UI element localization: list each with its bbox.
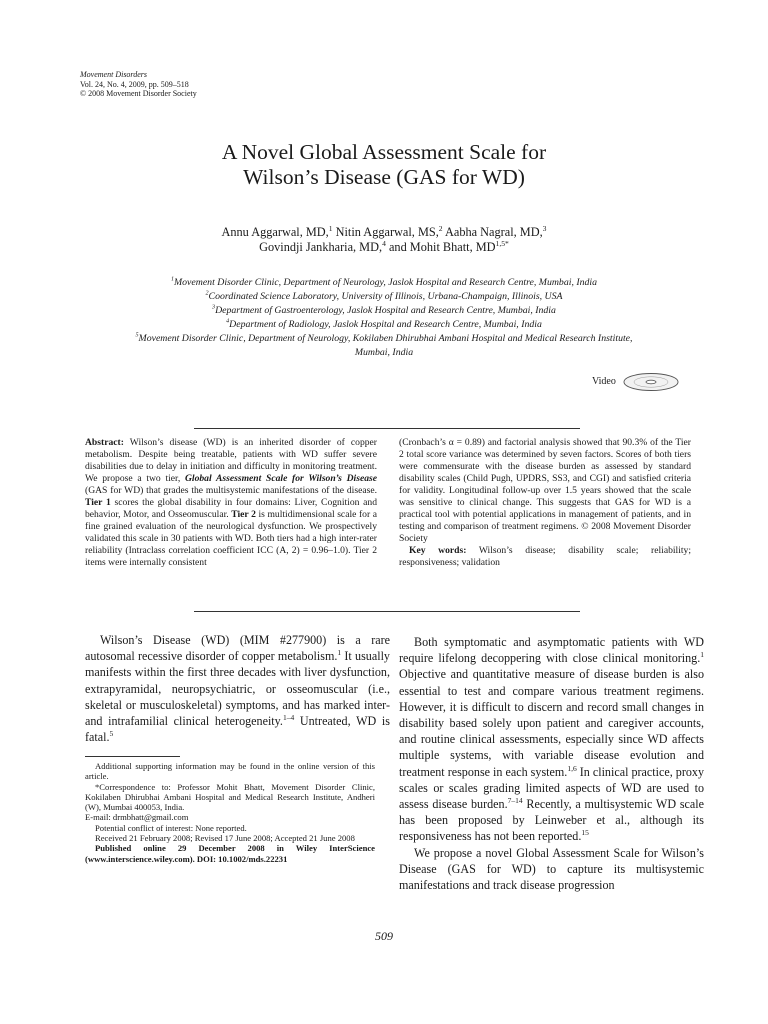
page-number: 509 bbox=[375, 929, 393, 943]
abstract-text: (GAS for WD) that grades the multisystemic manifestations of the disease. bbox=[85, 485, 377, 496]
abstract-label: Abstract: bbox=[85, 437, 124, 448]
affiliation-num: 2 bbox=[205, 290, 209, 297]
author-name: and Mohit Bhatt, MD bbox=[385, 240, 496, 254]
author-name: Aabha Nagral, MD, bbox=[442, 225, 543, 239]
footnote-published[interactable]: Published online 29 December 2008 in Wiley InterScience (www.interscience.wiley.com). DOI: 10.1002/mds.22231 bbox=[85, 843, 375, 864]
body-paragraph bbox=[399, 634, 704, 845]
body-text: It usually manifests within the first three decades with liver dysfunction, extrapyramidal, neuropsychiatric, or osseomuscular (i.e., skeletal or musculoskeletal) symptoms, and has marked inter- and intrafamilial clinical heterogeneity. bbox=[85, 649, 390, 729]
affiliation-item bbox=[0, 304, 768, 318]
video-label[interactable]: Video bbox=[592, 376, 616, 387]
title-line-2: Wilson’s Disease (GAS for WD) bbox=[243, 165, 525, 189]
affiliation-text: Department of Radiology, Jaslok Hospital and Research Centre, Mumbai, India bbox=[229, 318, 542, 330]
author-affil-sup: 2 bbox=[438, 223, 443, 233]
author-affil-sup: 1,5* bbox=[495, 238, 509, 248]
author-line-1 bbox=[0, 225, 768, 240]
affiliation-item bbox=[0, 318, 768, 332]
affiliation-item bbox=[0, 290, 768, 304]
footnote-email[interactable]: E-mail: drmbhatt@gmail.com bbox=[85, 812, 189, 823]
affiliation-num: 5 bbox=[135, 332, 139, 339]
keywords bbox=[399, 545, 691, 569]
body-left-column bbox=[85, 632, 390, 745]
journal-copyright: © 2008 Movement Disorder Society bbox=[80, 89, 197, 99]
author-affil-sup: 1 bbox=[328, 223, 333, 233]
author-affil-sup: 4 bbox=[382, 238, 386, 248]
footnote-rule bbox=[85, 756, 180, 757]
affiliation-num: 1 bbox=[170, 276, 174, 283]
body-right-column bbox=[399, 634, 704, 893]
citation[interactable]: 15 bbox=[581, 828, 589, 838]
affiliation-item bbox=[0, 332, 768, 346]
affiliation-text: Mumbai, India bbox=[354, 346, 414, 358]
footnotes bbox=[85, 761, 375, 864]
author-affil-sup: 3 bbox=[542, 223, 547, 233]
citation[interactable]: 7–14 bbox=[507, 796, 523, 805]
journal-volume: Vol. 24, No. 4, 2009, pp. 509–518 bbox=[80, 79, 189, 89]
author-name: Govindji Jankharia, MD, bbox=[259, 240, 383, 254]
author-name: Nitin Aggarwal, MS, bbox=[332, 225, 439, 239]
abstract-text: scores the global disability in four domains: Liver, Cognition and behavior, Motor, and Osseomuscular. bbox=[85, 497, 378, 520]
journal-name: Movement Disorders bbox=[80, 70, 148, 79]
citation[interactable]: 1,6 bbox=[567, 763, 577, 773]
author-line-2 bbox=[0, 240, 768, 255]
body-text: Untreated, WD is fatal. bbox=[85, 714, 390, 745]
affiliation-item bbox=[0, 346, 768, 360]
tier1-label: Tier 1 bbox=[85, 497, 111, 508]
keywords-text: Wilson’s disease; disability scale; reliability; responsiveness; validation bbox=[399, 545, 691, 568]
abstract-text: is multidimensional scale for a fine grained evaluation of the neurological dysfunction. We prospectively validated this scale in 30 patients with WD. Both tiers had a high inter-rater reliability (Intraclass correlation coefficient ICC (A, 2) = 0.96–1.0). Tier 2 items were internally consistent bbox=[85, 509, 377, 568]
body-text: Both symptomatic and asymptomatic patients with WD require lifelong decoppering with close clinical monitoring. bbox=[399, 635, 704, 666]
scale-name: Global Assessment Scale for Wilson’s Disease bbox=[184, 473, 377, 484]
affiliation-text: Coordinated Science Laboratory, University of Illinois, Urbana-Champaign, Illinois, USA bbox=[208, 290, 563, 302]
body-text: Wilson’s Disease (WD) (MIM #277900) is a rare autosomal recessive disorder of copper metabolism. bbox=[85, 633, 390, 664]
citation[interactable]: 5 bbox=[109, 729, 114, 739]
citation[interactable]: 1–4 bbox=[282, 712, 295, 722]
affiliation-text: Movement Disorder Clinic, Department of Neurology, Jaslok Hospital and Research Centre, Mumbai, India bbox=[174, 277, 598, 288]
body-paragraph bbox=[85, 632, 390, 745]
abstract-right-column bbox=[399, 437, 691, 569]
title-line-1: A Novel Global Assessment Scale for bbox=[221, 140, 547, 164]
body-paragraph: We propose a novel Global Assessment Scale for Wilson’s Disease (GAS for WD) to capture its multisystemic manifestations and track disease progression bbox=[399, 845, 704, 893]
body-text: In clinical practice, proxy scales or scales grading limited aspects of WD are used to assess disease burden. bbox=[399, 764, 705, 812]
affiliations bbox=[0, 276, 768, 359]
tier2-label: Tier 2 bbox=[231, 509, 256, 520]
footnote-dates: Received 21 February 2008; Revised 17 June 2008; Accepted 21 June 2008 bbox=[95, 833, 355, 844]
affiliation-item bbox=[0, 276, 768, 290]
body-text: Recently, a multisystemic WD scale has been proposed by Leinweber et al., although its responsiveness has not been reported. bbox=[399, 797, 704, 844]
citation[interactable]: 1 bbox=[337, 648, 342, 658]
author-name: Annu Aggarwal, MD, bbox=[221, 225, 329, 239]
affiliation-text: Movement Disorder Clinic, Department of Neurology, Kokilaben Dhirubhai Ambani Hospital and Medical Research Institute, bbox=[138, 332, 633, 344]
footnote-correspondence: *Correspondence to: Professor Mohit Bhatt, Movement Disorder Clinic, Kokilaben Dhirubhai Ambani Hospital and Medical Research Institute, Andheri (W), Mumbai 400053, India. bbox=[85, 781, 375, 813]
journal-header bbox=[80, 70, 197, 99]
affiliation-num: 4 bbox=[226, 318, 230, 325]
article-title bbox=[0, 140, 768, 190]
abstract-left-column bbox=[85, 437, 377, 569]
abstract-text: Wilson’s disease (WD) is an inherited disorder of copper metabolism. Despite being treatable, patients with WD suffer severe disabilities due to delay in initiation and difficulty in monitoring treatment. We propose a two tier, bbox=[85, 437, 377, 484]
abstract-top-rule bbox=[194, 428, 580, 429]
author-list bbox=[0, 225, 768, 255]
affiliation-text: Department of Gastroenterology, Jaslok Hospital and Research Centre, Mumbai, India bbox=[215, 304, 556, 316]
footnote-supporting: Additional supporting information may be found in the online version of this article. bbox=[85, 761, 375, 782]
video-disc-icon[interactable] bbox=[622, 372, 680, 392]
affiliation-num: 3 bbox=[212, 304, 216, 311]
abstract-text: (Cronbach’s α = 0.89) and factorial analysis showed that 90.3% of the Tier 2 total score variance was determined by seven factors. Scores of both tiers were commensurate with the disease burden as assessed by standard disability scales (Child Pugh, UPDRS, SS3, and CGI) and satisfied criteria for validity. Longitudinal follow-up over 1.5 years showed that the scale was sensitive to clinical change. This suggests that GAS for WD is a practical tool with potential applications in management of patients, and in testing and comparison of treatment regimens. © 2008 Movement Disorder Society bbox=[399, 437, 691, 544]
footnote-conflict: Potential conflict of interest: None reported. bbox=[95, 822, 247, 833]
abstract-bottom-rule bbox=[194, 611, 580, 612]
keywords-label: Key words: bbox=[409, 545, 467, 556]
citation[interactable]: 1 bbox=[700, 650, 704, 660]
body-text: Objective and quantitative measure of disease burden is also essential to test and compare various treatment regimens. However, it is difficult to discern and record small changes in disability based solely upon patient and caregiver accounts, and routine clinical assessments, especially since WD affects multiple systems, with variable disease evolution and treatment response in each system. bbox=[399, 667, 704, 779]
